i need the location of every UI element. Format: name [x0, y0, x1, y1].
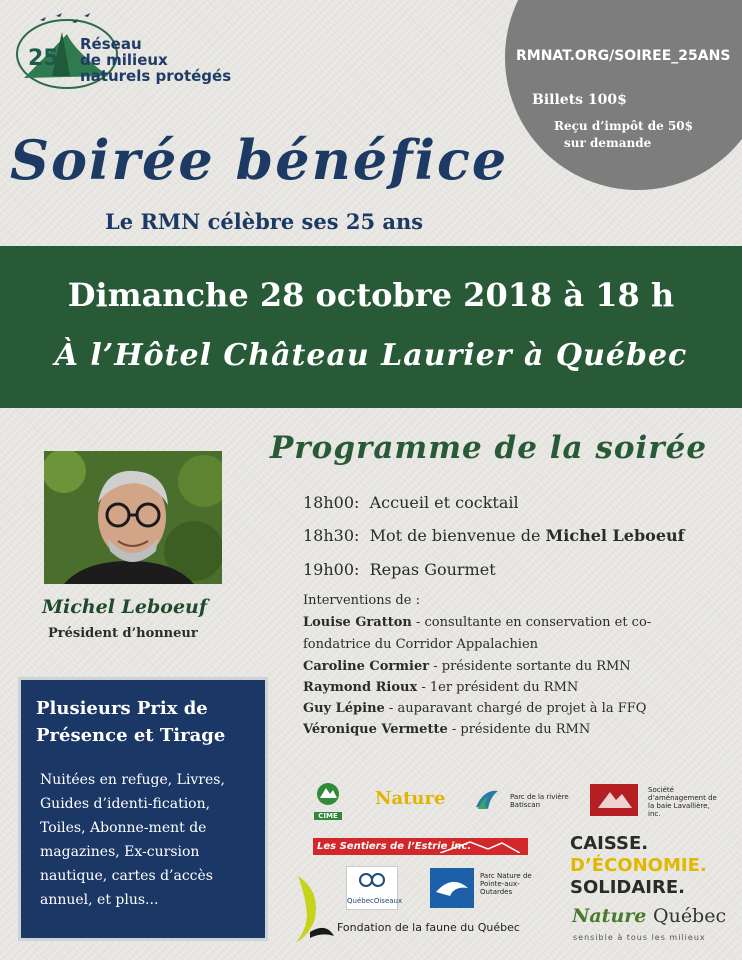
sentiers-mountains-icon [440, 839, 520, 853]
intervention-row [303, 636, 703, 653]
logo-name [80, 36, 231, 84]
speaker-name: Raymond Rioux [303, 680, 418, 695]
schedule-speaker: Michel Leboeuf [545, 526, 685, 545]
programme-title: Programme de la soirée [270, 430, 708, 466]
intervention-row [303, 658, 703, 675]
schedule-text: Mot de bienvenue de [369, 526, 541, 545]
speaker-desc: fondatrice du Corridor Appalachien [303, 637, 539, 652]
batiscan-logo-icon [474, 787, 500, 811]
tax-receipt-line-1: Reçu d’impôt de 50$ [554, 119, 694, 133]
nature-quebec-b: Québec [653, 905, 727, 927]
interventions-heading: Interventions de : [303, 593, 420, 608]
tax-receipt [554, 118, 704, 152]
portrait-image-icon [44, 451, 222, 584]
speaker-desc: - auparavant chargé de projet à la FFQ [384, 701, 647, 716]
cime-label: CIME [314, 812, 342, 820]
schedule-text: Accueil et cocktail [369, 493, 519, 512]
sponsor-sentiers: Les Sentiers de l’Estrie inc. [313, 838, 528, 855]
sponsor-regroupement [346, 866, 403, 910]
cime-logo-icon [314, 782, 342, 808]
schedule-time: 19h00: [303, 560, 360, 579]
rmn-logo [12, 10, 262, 90]
honoree-name: Michel Leboeuf [42, 596, 208, 618]
ticket-price: Billets 100$ [532, 92, 627, 108]
intervention-row [303, 700, 703, 717]
nature-quebec-tagline: sensible à tous les milieux [573, 933, 706, 942]
event-title: Soirée bénéfice [10, 128, 509, 192]
intervention-row [303, 721, 703, 738]
sponsor-batiscan [474, 787, 500, 815]
owl-logo-icon [347, 867, 397, 893]
schedule-time: 18h30: [303, 526, 360, 545]
speaker-desc: - 1er président du RMN [417, 680, 579, 695]
sponsor-faune [292, 872, 336, 948]
sponsor-lavalliere [590, 784, 638, 820]
logo-years: 25 [28, 46, 59, 71]
speaker-desc: - présidente du RMN [447, 722, 591, 737]
speaker-name: Véronique Vermette [303, 722, 448, 737]
caisse-line-3: SOLIDAIRE. [570, 877, 685, 898]
schedule-time: 18h00: [303, 493, 360, 512]
batiscan-label: Parc de la rivière Batiscan [510, 793, 569, 809]
faune-label: Fondation de la faune du Québec [337, 921, 520, 934]
schedule-item [303, 560, 496, 579]
event-date: Dimanche 28 octobre 2018 à 18 h [67, 276, 675, 314]
honoree-photo [44, 451, 222, 584]
prizes-text: Nuitées en refuge, Livres, Guides d’identi-fication, Toiles, Abonne-ment de magazines, Ex-cursion nautique, cartes d’accès annuel, et plus... [40, 772, 225, 908]
honoree-role: Président d’honneur [48, 626, 198, 641]
intervention-row [303, 614, 703, 631]
logo-line-3: naturels protégés [80, 67, 232, 85]
tax-receipt-line-2: sur demande [564, 136, 652, 150]
speaker-name: Caroline Cormier [303, 659, 430, 674]
prizes-title: Plusieurs Prix de Présence et Tirage [36, 698, 226, 746]
schedule-text: Repas Gourmet [369, 560, 496, 579]
caisse-line-1: CAISSE. [570, 833, 649, 854]
regroupement-label: QuébecOiseaux [347, 897, 403, 905]
sponsor-caisse [570, 833, 707, 899]
sponsor-cime [314, 782, 342, 820]
logo-line-1: Réseau [80, 35, 142, 53]
sponsor-pointe-outardes [430, 868, 474, 912]
event-venue: À l’Hôtel Château Laurier à Québec [54, 338, 688, 373]
faune-logo-icon [292, 872, 336, 944]
outardes-logo-icon [430, 868, 474, 908]
schedule-item [303, 493, 519, 512]
speaker-desc: - présidente sortante du RMN [429, 659, 631, 674]
logo-line-2: de milieux [80, 51, 168, 69]
event-url[interactable]: RMNAT.ORG/SOIREE_25ANS [516, 48, 731, 64]
speaker-name: Guy Lépine [303, 701, 385, 716]
event-subtitle: Le RMN célèbre ses 25 ans [105, 209, 424, 234]
intervention-row [303, 679, 703, 696]
lavalliere-logo-icon [590, 784, 638, 816]
nature-quebec-a: Nature [572, 905, 647, 927]
lavalliere-label: Société d’aménagement de la baie Lavallière, inc. [648, 786, 717, 818]
outardes-label: Parc Nature de Pointe-aux-Outardes [480, 872, 532, 896]
speaker-desc: - consultante en conservation et co- [411, 615, 652, 630]
sponsor-nature-sauvage: Nature [375, 788, 446, 809]
speaker-name: Louise Gratton [303, 615, 412, 630]
caisse-line-2: D’ÉCONOMIE. [570, 855, 707, 876]
schedule-item [303, 526, 685, 545]
date-band [0, 246, 742, 408]
sponsor-nature-quebec [572, 905, 726, 927]
